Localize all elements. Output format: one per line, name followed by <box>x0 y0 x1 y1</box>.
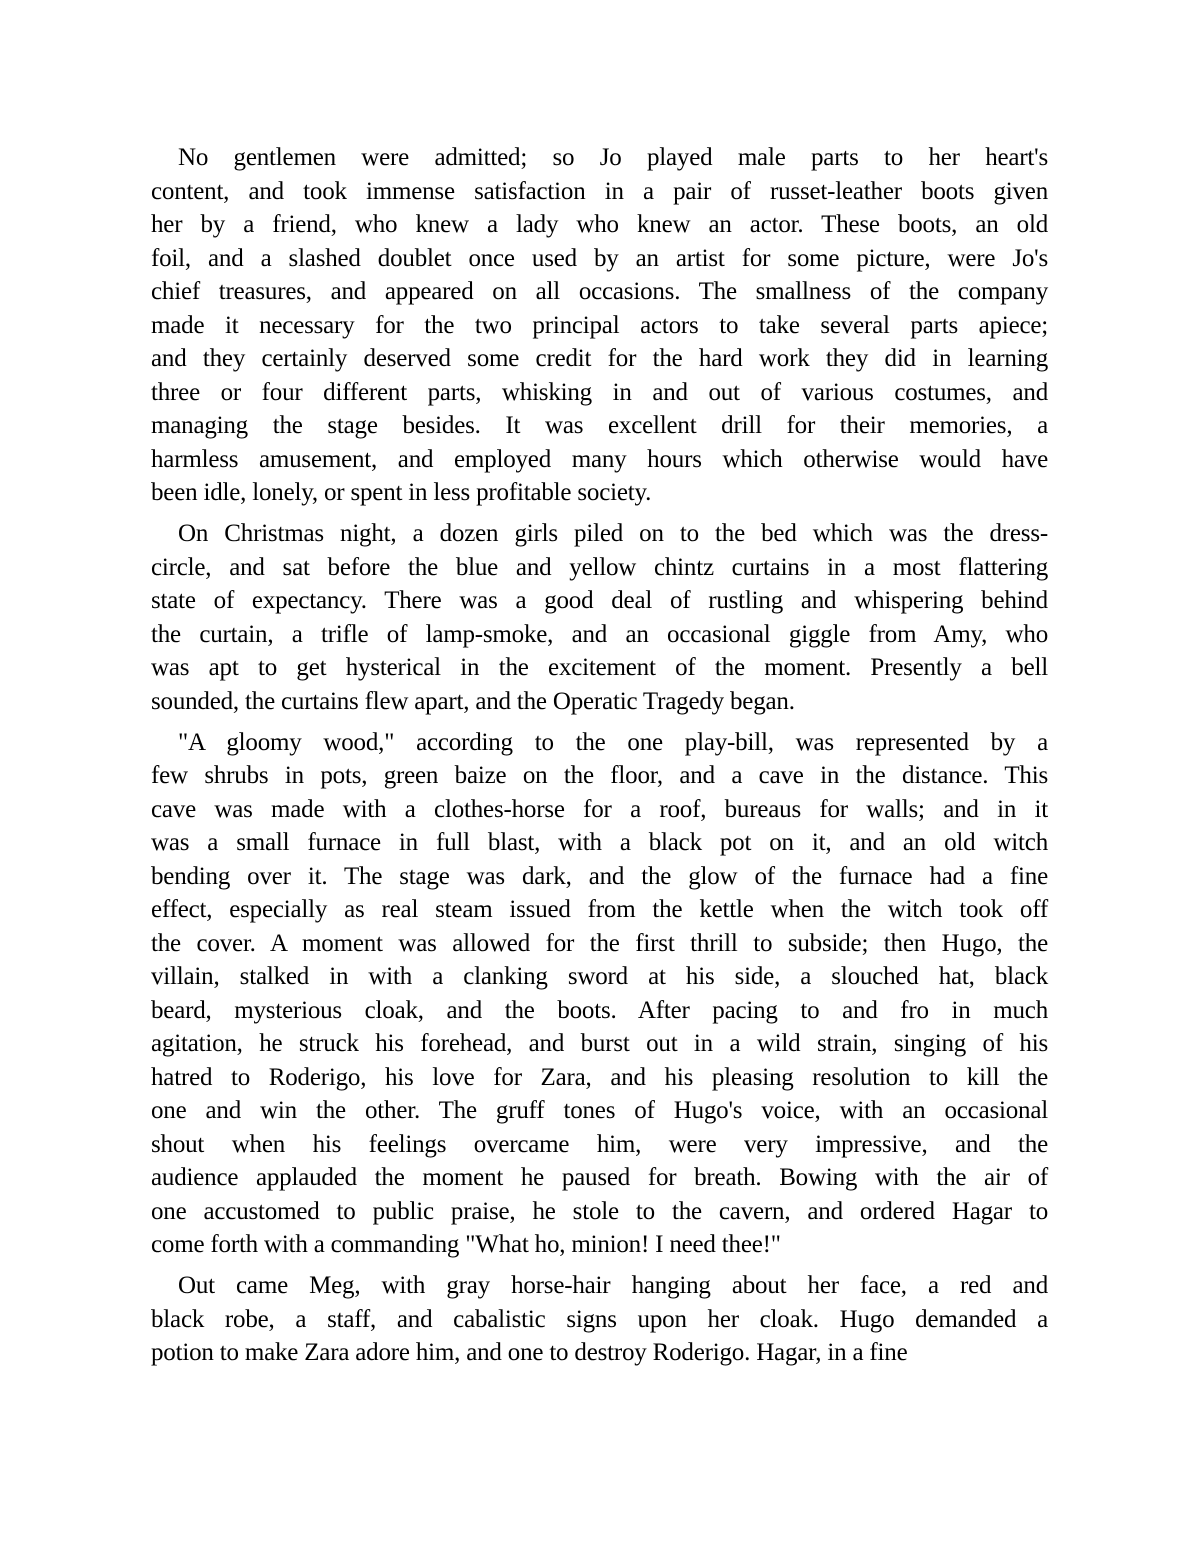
text-line: come forth with a commanding "What ho, minion! I need thee!" <box>151 1231 781 1258</box>
text-line: "A gloomy wood," according to the one play-bill, was represented by a <box>178 728 1048 756</box>
text-line: managing the stage besides. It was excellent drill for their memories, a <box>151 412 1048 439</box>
text-line: chief treasures, and appeared on all occasions. The smallness of the company <box>151 278 1048 305</box>
text-line: villain, stalked in with a clanking sword at his side, a slouched hat, black <box>151 963 1048 990</box>
text-line: agitation, he struck his forehead, and burst out in a wild strain, singing of his <box>151 1030 1048 1057</box>
text-line: harmless amusement, and employed many hours which otherwise would have <box>151 445 1048 473</box>
text-line: audience applauded the moment he paused for breath. Bowing with the air of <box>151 1164 1048 1191</box>
text-line: shout when his feelings overcame him, were very impressive, and the <box>151 1130 1048 1158</box>
text-line: sounded, the curtains flew apart, and the Operatic Tragedy began. <box>151 687 795 715</box>
paragraph-2 <box>151 517 1048 718</box>
text-line: cave was made with a clothes-horse for a roof, bureaus for walls; and in it <box>151 795 1048 823</box>
text-line: On Christmas night, a dozen girls piled on to the bed which was the dress- <box>178 520 1048 547</box>
text-line: one accustomed to public praise, he stole to the cavern, and ordered Hagar to <box>151 1197 1048 1225</box>
paragraph-3 <box>151 726 1048 1262</box>
text-line: her by a friend, who knew a lady who knew an actor. These boots, an old <box>151 211 1048 238</box>
text-block <box>151 141 1048 1377</box>
paragraph-1 <box>151 141 1048 510</box>
text-line: and they certainly deserved some credit for the hard work they did in learning <box>151 345 1048 372</box>
text-line: was a small furnace in full blast, with a black pot on it, and an old witch <box>151 829 1048 856</box>
text-line: Out came Meg, with gray horse-hair hanging about her face, a red and <box>178 1272 1048 1299</box>
text-line: the cover. A moment was allowed for the first thrill to subside; then Hugo, the <box>151 929 1048 957</box>
text-line: hatred to Roderigo, his love for Zara, and his pleasing resolution to kill the <box>151 1063 1048 1091</box>
text-line: effect, especially as real steam issued from the kettle when the witch took off <box>151 896 1048 923</box>
text-line: been idle, lonely, or spent in less profitable society. <box>151 479 652 506</box>
text-line: was apt to get hysterical in the excitement of the moment. Presently a bell <box>151 654 1048 681</box>
text-line: three or four different parts, whisking in and out of various costumes, and <box>151 378 1048 406</box>
text-line: black robe, a staff, and cabalistic signs upon her cloak. Hugo demanded a <box>151 1305 1048 1333</box>
text-line: few shrubs in pots, green baize on the floor, and a cave in the distance. This <box>151 762 1048 789</box>
text-line: foil, and a slashed doublet once used by an artist for some picture, were Jo's <box>151 244 1048 272</box>
text-line: beard, mysterious cloak, and the boots. After pacing to and fro in much <box>151 996 1048 1024</box>
text-line: the curtain, a trifle of lamp-smoke, and an occasional giggle from Amy, who <box>151 620 1048 648</box>
text-line: No gentlemen were admitted; so Jo played male parts to her heart's <box>178 144 1048 171</box>
text-line: content, and took immense satisfaction in a pair of russet-leather boots given <box>151 177 1048 205</box>
text-line: circle, and sat before the blue and yellow chintz curtains in a most flattering <box>151 553 1048 581</box>
text-line: one and win the other. The gruff tones of Hugo's voice, with an occasional <box>151 1097 1048 1124</box>
text-line: state of expectancy. There was a good deal of rustling and whispering behind <box>151 587 1048 614</box>
text-line: potion to make Zara adore him, and one to destroy Roderigo. Hagar, in a fine <box>151 1339 908 1366</box>
text-line: made it necessary for the two principal actors to take several parts apiece; <box>151 311 1048 339</box>
paragraph-4 <box>151 1269 1048 1370</box>
text-line: bending over it. The stage was dark, and the glow of the furnace had a fine <box>151 862 1048 890</box>
